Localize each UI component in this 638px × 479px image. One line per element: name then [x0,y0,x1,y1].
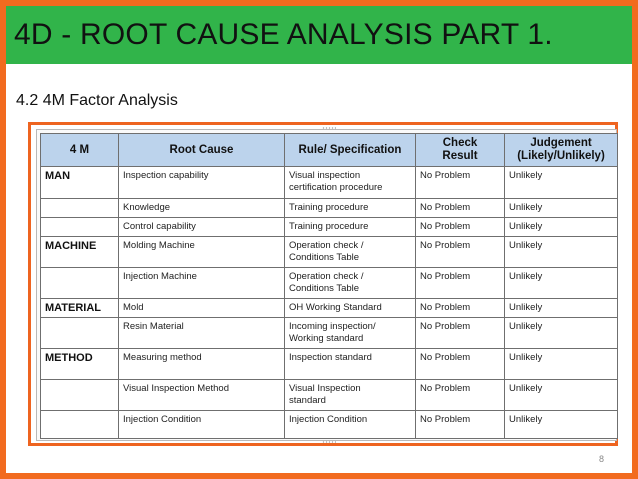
table-row [41,199,618,218]
spec-cell: Training procedure [285,218,416,237]
spec-cell: Visual Inspection standard [285,380,416,411]
check-result-cell: No Problem [416,299,505,318]
spec-cell: Injection Condition [285,411,416,439]
resize-handle-top [322,127,336,129]
root-cause-cell: Injection Machine [119,268,285,299]
factor-cell: MAN [41,167,119,199]
root-cause-cell: Measuring method [119,349,285,380]
title-bar [6,6,632,64]
table-row [41,411,618,439]
table-row [41,167,618,199]
check-result-cell: No Problem [416,411,505,439]
root-cause-cell: Visual Inspection Method [119,380,285,411]
check-result-cell: No Problem [416,237,505,268]
page-number: 8 [598,454,604,464]
root-cause-cell: Knowledge [119,199,285,218]
header-root-cause: Root Cause [119,134,285,167]
factor-cell: METHOD [41,349,119,380]
check-result-cell: No Problem [416,218,505,237]
factor-analysis-table [40,133,618,439]
check-result-cell: No Problem [416,167,505,199]
factor-cell: MATERIAL [41,299,119,318]
root-cause-cell: Molding Machine [119,237,285,268]
factor-cell [41,411,119,439]
spec-cell: Visual inspection certification procedure [285,167,416,199]
header-judgement: Judgement (Likely/Unlikely) [505,134,618,167]
root-cause-cell: Resin Material [119,318,285,349]
factor-cell [41,199,119,218]
judgement-cell: Unlikely [505,318,618,349]
factor-cell [41,218,119,237]
header-rule-specification: Rule/ Specification [285,134,416,167]
table-header-row [41,134,618,167]
check-result-cell: No Problem [416,199,505,218]
root-cause-cell: Inspection capability [119,167,285,199]
table-row [41,349,618,380]
table-frame [28,122,618,446]
spec-cell: OH Working Standard [285,299,416,318]
check-result-cell: No Problem [416,380,505,411]
judgement-cell: Unlikely [505,237,618,268]
judgement-cell: Unlikely [505,349,618,380]
table-panel [36,129,617,441]
check-result-cell: No Problem [416,318,505,349]
resize-handle-bottom [322,441,336,443]
judgement-cell: Unlikely [505,411,618,439]
slide-subtitle: 4.2 4M Factor Analysis [16,92,178,109]
table-row [41,299,618,318]
spec-cell: Incoming inspection/ Working standard [285,318,416,349]
table-row [41,218,618,237]
check-result-cell: No Problem [416,268,505,299]
judgement-cell: Unlikely [505,299,618,318]
root-cause-cell: Mold [119,299,285,318]
table-row [41,237,618,268]
spec-cell: Training procedure [285,199,416,218]
judgement-cell: Unlikely [505,199,618,218]
slide-title: 4D - ROOT CAUSE ANALYSIS PART 1. [14,18,553,51]
check-result-cell: No Problem [416,349,505,380]
spec-cell: Operation check / Conditions Table [285,237,416,268]
spec-cell: Inspection standard [285,349,416,380]
table-row [41,268,618,299]
factor-cell [41,380,119,411]
table-row [41,380,618,411]
factor-cell [41,268,119,299]
judgement-cell: Unlikely [505,167,618,199]
table-row [41,318,618,349]
judgement-cell: Unlikely [505,268,618,299]
header-check-result: Check Result [416,134,505,167]
judgement-cell: Unlikely [505,380,618,411]
root-cause-cell: Injection Condition [119,411,285,439]
judgement-cell: Unlikely [505,218,618,237]
spec-cell: Operation check / Conditions Table [285,268,416,299]
header-4m: 4 M [41,134,119,167]
root-cause-cell: Control capability [119,218,285,237]
factor-cell: MACHINE [41,237,119,268]
factor-cell [41,318,119,349]
